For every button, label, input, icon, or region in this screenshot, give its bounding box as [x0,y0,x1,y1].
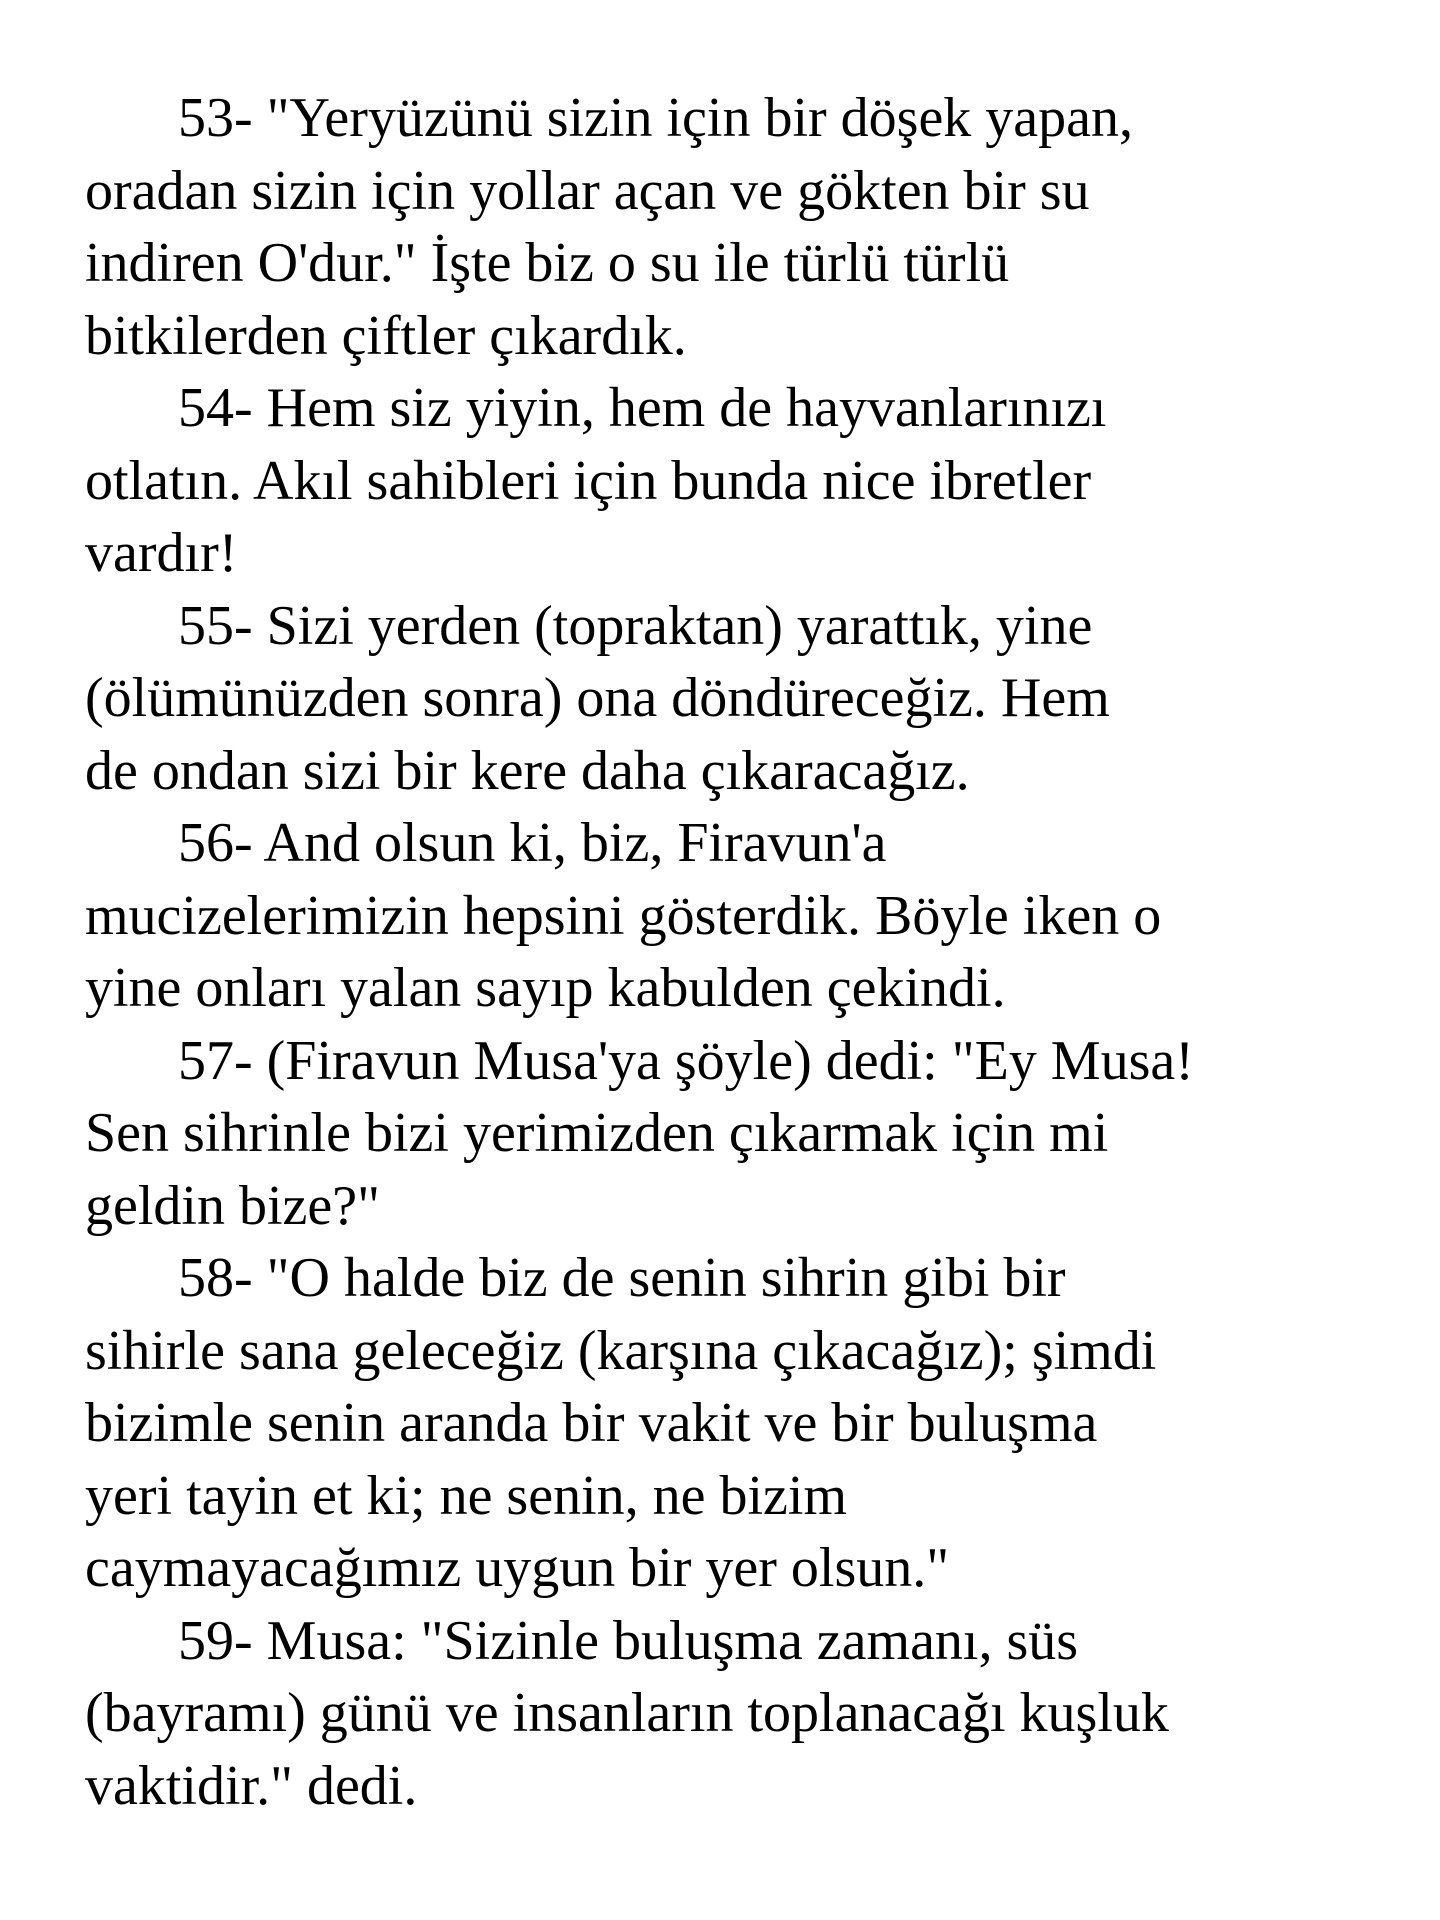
verse-line-start: 59- Musa: "Sizinle buluşma zamanı, süs [178,1609,1079,1672]
verse-line: yeri tayin et ki; ne senin, ne bizim [85,1464,848,1527]
verse-line: bitkilerden çiftler çıkardık. [85,304,687,367]
verse-line: (ölümünüzden sonra) ona döndüreceğiz. Hem [85,667,1110,729]
verse-line: vardır! [85,522,238,584]
verse-line: bizimle senin aranda bir vakit ve bir buluşma [85,1392,1098,1454]
verse-text-block [85,82,1385,1822]
verse-line: de ondan sizi bir kere daha çıkaracağız. [85,739,970,802]
verse-line-start: 53- "Yeryüzünü sizin için bir döşek yapan, [178,87,1134,149]
verse-line-start: 55- Sizi yerden (topraktan) yarattık, yine [178,594,1093,657]
verse-line: sihirle sana geleceğiz (karşına çıkacağız); şimdi [85,1319,1157,1382]
verse-line-start: 57- (Firavun Musa'ya şöyle) dedi: "Ey Musa! [178,1029,1194,1092]
verse-line-start: 58- "O halde biz de senin sihrin gibi bir [178,1247,1066,1309]
verse-line: otlatın. Akıl sahibleri için bunda nice ibretler [85,449,1092,512]
verse-line: yine onları yalan sayıp kabulden çekindi. [85,957,1006,1019]
verse-line-start: 56- And olsun ki, biz, Firavun'a [178,812,887,874]
verse-line: (bayramı) günü ve insanların toplanacağı kuşluk [85,1682,1169,1744]
verse-line-start: 54- Hem siz yiyin, hem de hayvanlarınızı [178,377,1107,439]
verse-line: caymayacağımız uygun bir yer olsun." [85,1537,950,1599]
verse-line: vaktidir." dedi. [85,1754,418,1817]
verse-line: Sen sihrinle bizi yerimizden çıkarmak için mi [85,1102,1109,1164]
verse-line: geldin bize?" [85,1174,380,1237]
verse-line: mucizelerimizin hepsini gösterdik. Böyle iken o [85,884,1162,947]
verse-line: indiren O'dur." İşte biz o su ile türlü türlü [85,232,1010,294]
verse-line: oradan sizin için yollar açan ve gökten bir su [85,159,1090,222]
